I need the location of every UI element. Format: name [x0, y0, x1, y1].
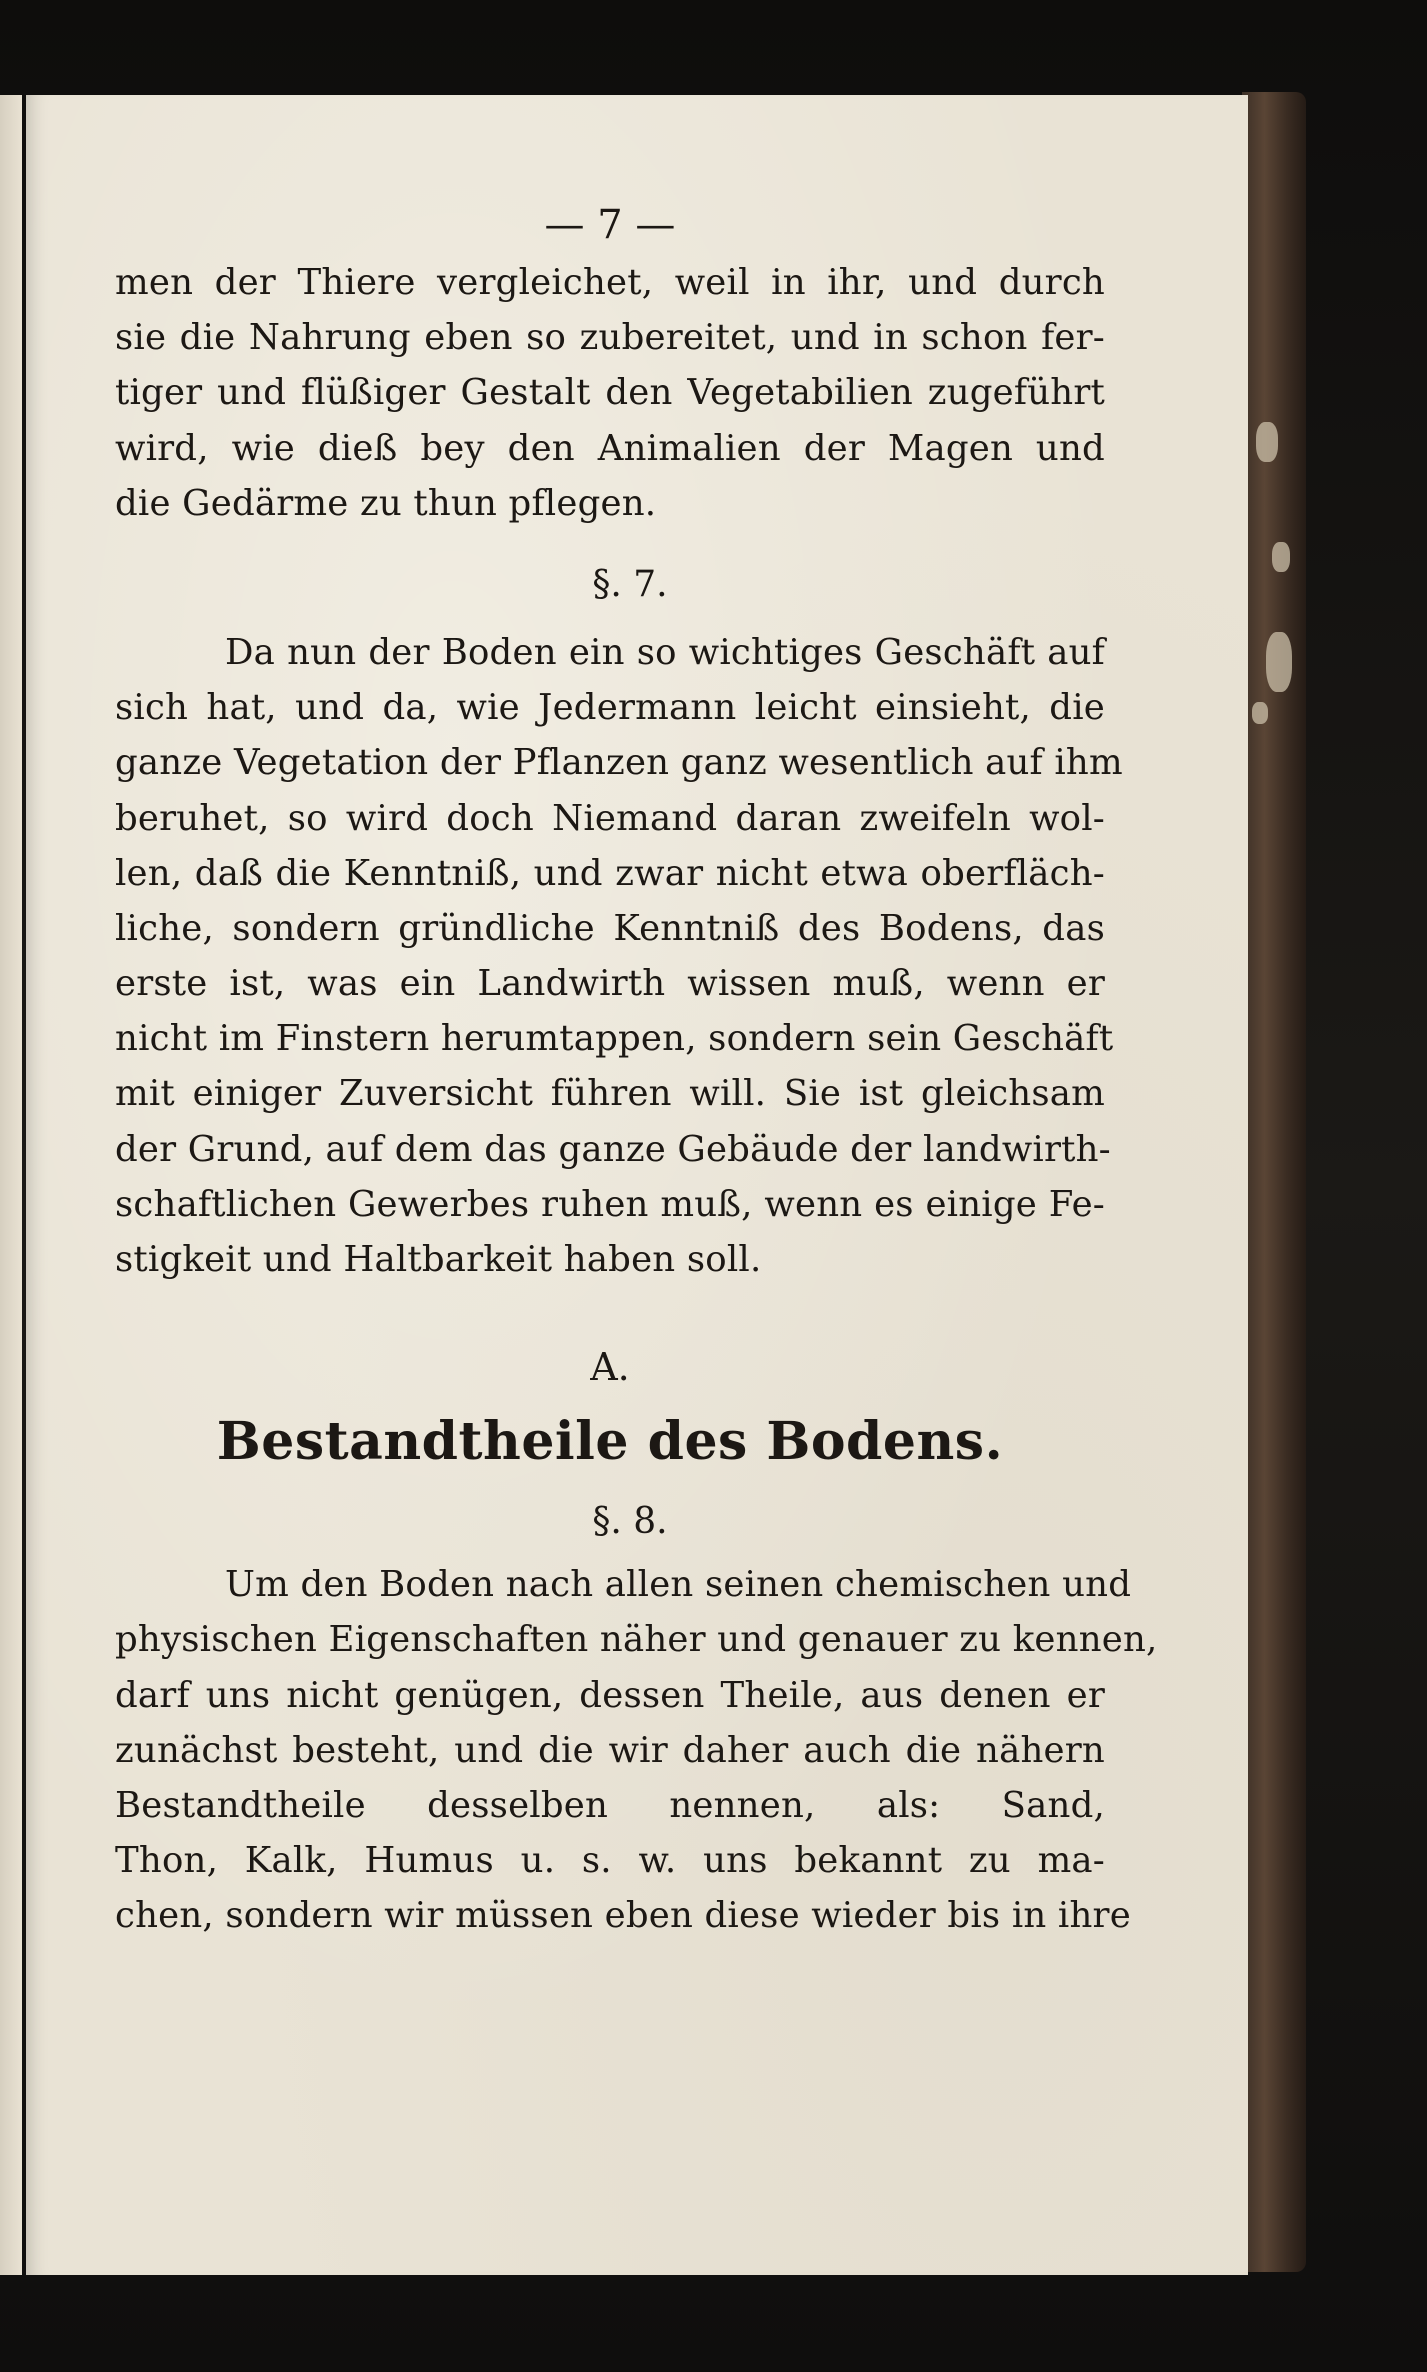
text-line: darf uns nicht genügen, dessen Theile, aus denen er [115, 1674, 1105, 1716]
text-line: chen, sondern wir müssen eben diese wieder bis in ihre [115, 1895, 1131, 1937]
section-mark-8: §. 8. [592, 1501, 668, 1543]
text-line: der Grund, auf dem das ganze Gebäude der landwirth- [115, 1128, 1111, 1170]
paragraph-3 [115, 1557, 1158, 1943]
text-line: tiger und flüßiger Gestalt den Vegetabilien zugeführt [115, 372, 1105, 414]
left-page-edge [0, 95, 22, 2275]
text-line: Bestandtheile desselben nennen, als: Sand, [115, 1784, 1105, 1826]
text-line: Um den Boden nach allen seinen chemischen und [225, 1564, 1132, 1606]
text-line: schaftlichen Gewerbes ruhen muß, wenn es einige Fe- [115, 1183, 1105, 1225]
text-line: wird, wie dieß bey den Animalien der Magen und [115, 427, 1105, 469]
page-text [115, 195, 1158, 1944]
text-line: nicht im Finstern herumtappen, sondern sein Geschäft [115, 1018, 1114, 1060]
page-number: — 7 — [544, 202, 676, 248]
text-line: physischen Eigenschaften näher und genauer zu kennen, [115, 1619, 1158, 1661]
text-line: zunächst besteht, und die wir daher auch die nähern [115, 1729, 1105, 1771]
text-line: Thon, Kalk, Humus u. s. w. uns bekannt zu ma- [115, 1840, 1105, 1882]
text-line: men der Thiere vergleichet, weil in ihr, und durch [115, 262, 1105, 303]
section-title: Bestandtheile des Bodens. [216, 1411, 1004, 1473]
text-line: die Gedärme zu thun pflegen. [115, 482, 657, 524]
text-line: erste ist, was ein Landwirth wissen muß, wenn er [115, 963, 1105, 1005]
text-line: beruhet, so wird doch Niemand daran zweifeln wol- [115, 797, 1105, 839]
text-line: liche, sondern gründliche Kenntniß des Bodens, das [115, 907, 1105, 949]
section-mark-7: §. 7. [592, 563, 668, 605]
paragraph-1 [115, 255, 1105, 531]
text-line: Da nun der Boden ein so wichtiges Geschäft auf [225, 631, 1105, 673]
paragraph-2 [115, 625, 1123, 1287]
text-line: ganze Vegetation der Pflanzen ganz wesentlich auf ihm [115, 742, 1123, 784]
text-line: sie die Nahrung eben so zubereitet, und in schon fer- [115, 317, 1105, 359]
text-line: len, daß die Kenntniß, und zwar nicht etwa oberfläch- [115, 852, 1105, 894]
text-line: stigkeit und Haltbarkeit haben soll. [115, 1239, 762, 1280]
text-line: sich hat, und da, wie Jedermann leicht einsieht, die [115, 687, 1105, 729]
text-line: mit einiger Zuversicht führen will. Sie ist gleichsam [115, 1073, 1105, 1115]
section-letter-a: A. [590, 1345, 630, 1390]
book-cover [1242, 92, 1306, 2272]
